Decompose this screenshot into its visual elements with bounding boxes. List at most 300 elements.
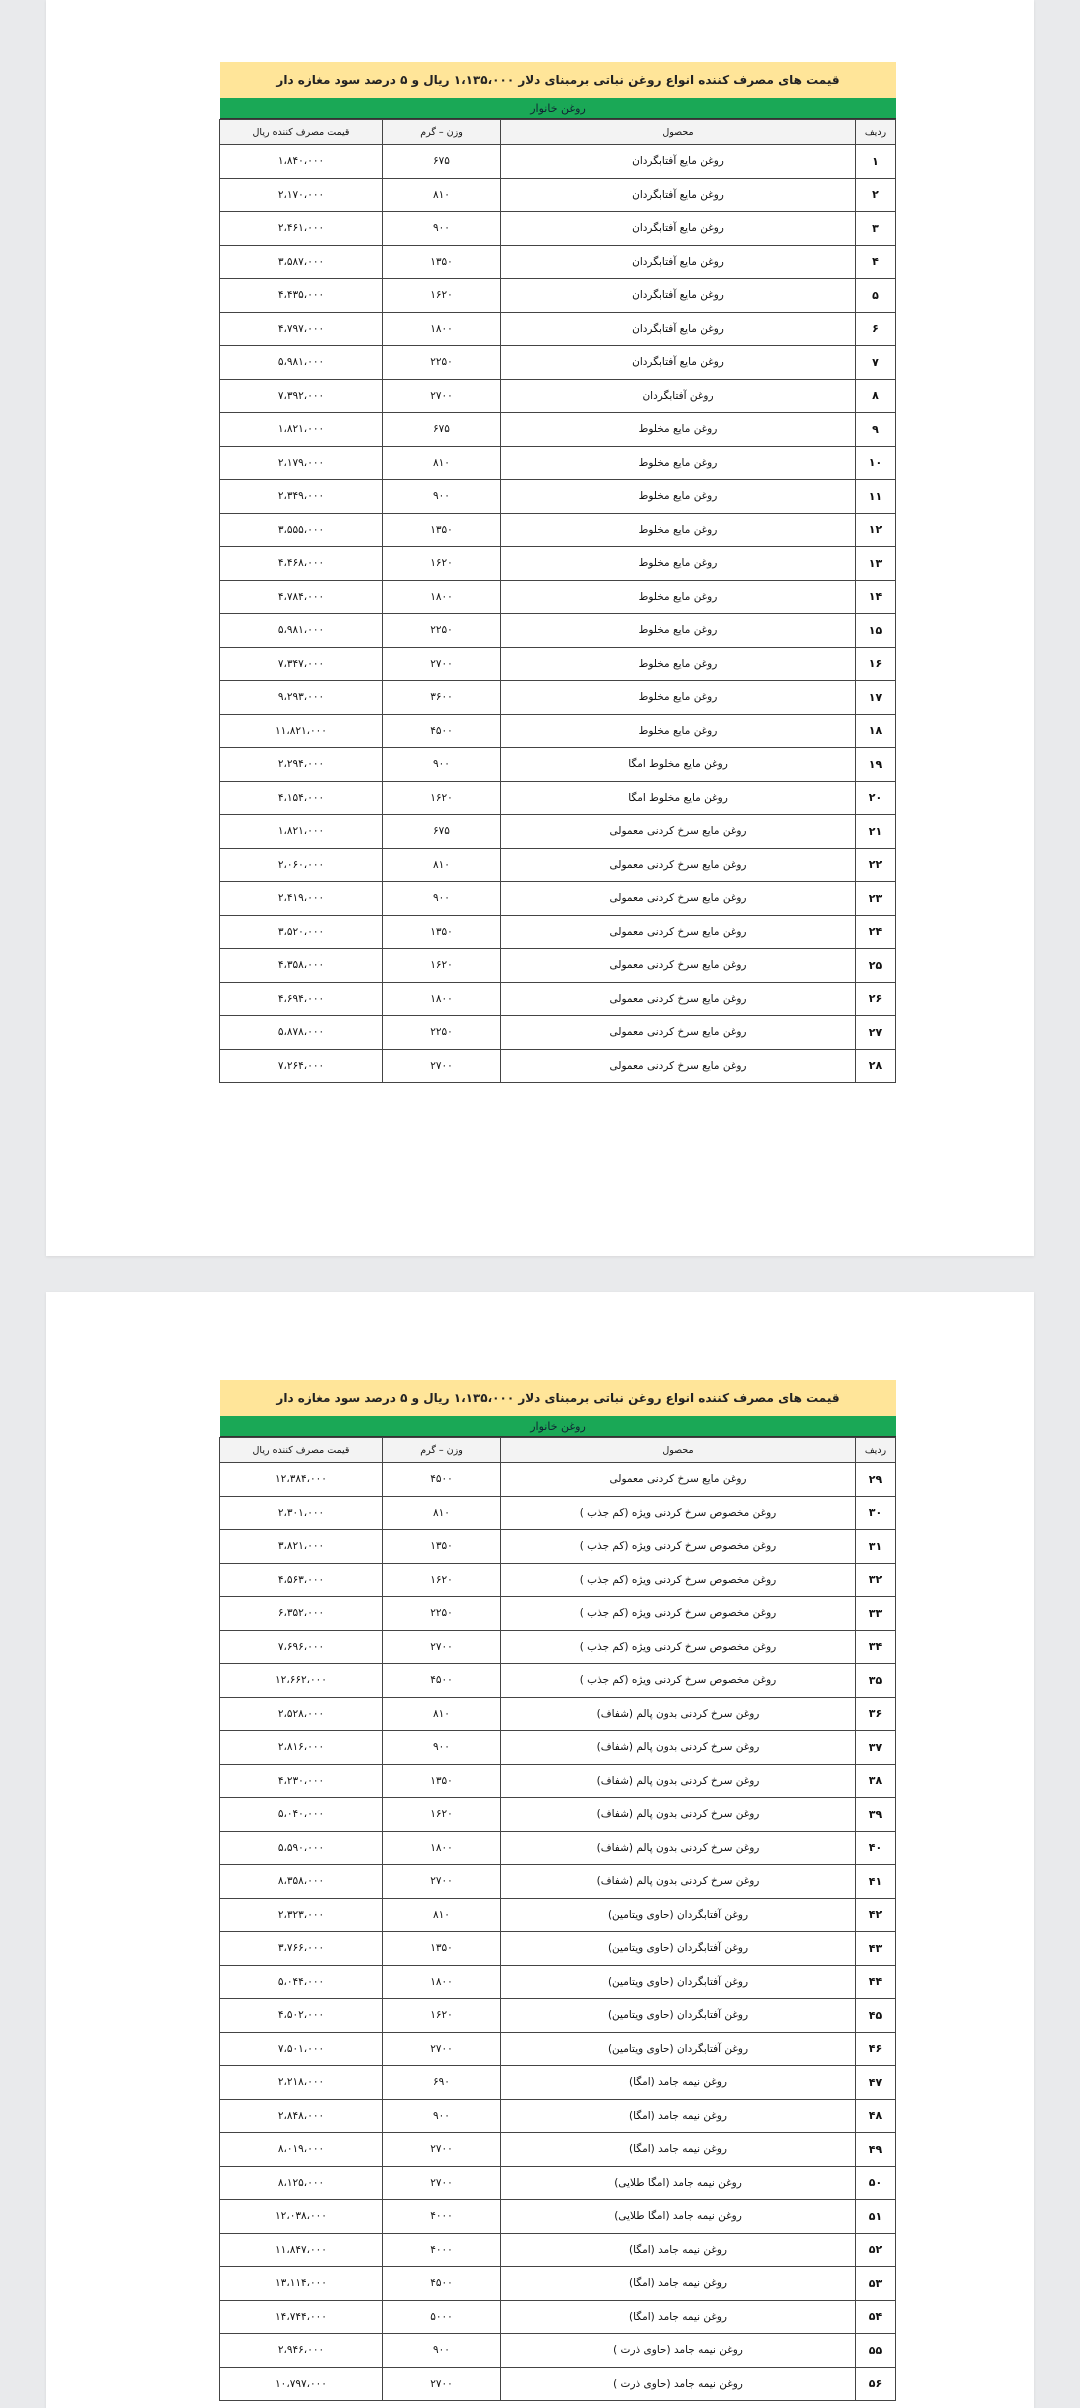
cell-row-number: ۱۲ [856,513,896,547]
cell-weight: ۵۰۰۰ [383,2300,501,2334]
cell-weight: ۱۳۵۰ [383,1530,501,1564]
cell-price: ۴،۱۵۴،۰۰۰ [220,781,383,815]
table-row [220,2233,896,2267]
cell-product: روغن نیمه جامد (امگا) [501,2300,856,2334]
cell-price: ۲،۴۶۱،۰۰۰ [220,212,383,246]
cell-weight: ۴۵۰۰ [383,1664,501,1698]
table-row [220,681,896,715]
header-price: قیمت مصرف کننده ریال [220,120,383,145]
table-row [220,815,896,849]
cell-weight: ۴۵۰۰ [383,714,501,748]
cell-product: روغن نیمه جامد (امگا) [501,2099,856,2133]
cell-product: روغن آفتابگردان [501,379,856,413]
cell-row-number: ۵ [856,279,896,313]
cell-weight: ۲۷۰۰ [383,1049,501,1083]
cell-product: روغن نیمه جامد (حاوی ذرت ) [501,2367,856,2401]
cell-product: روغن مخصوص سرخ کردنی ویژه (کم جذب ) [501,1597,856,1631]
table-header-row [220,1438,896,1463]
cell-row-number: ۴۳ [856,1932,896,1966]
table-row [220,1563,896,1597]
cell-price: ۴،۵۰۲،۰۰۰ [220,1999,383,2033]
cell-weight: ۸۱۰ [383,446,501,480]
table-row [220,647,896,681]
table-row [220,245,896,279]
cell-weight: ۱۳۵۰ [383,513,501,547]
table-row [220,1049,896,1083]
cell-price: ۲،۳۴۹،۰۰۰ [220,480,383,514]
cell-price: ۷،۶۹۶،۰۰۰ [220,1630,383,1664]
cell-product: روغن مایع آفتابگردان [501,279,856,313]
cell-row-number: ۱ [856,145,896,179]
table-row [220,212,896,246]
cell-price: ۲،۱۷۹،۰۰۰ [220,446,383,480]
cell-weight: ۲۲۵۰ [383,1597,501,1631]
cell-weight: ۲۷۰۰ [383,1630,501,1664]
cell-row-number: ۴۷ [856,2066,896,2100]
cell-weight: ۱۶۲۰ [383,1798,501,1832]
cell-price: ۳،۵۲۰،۰۰۰ [220,915,383,949]
document-page-2 [46,1292,1034,2408]
price-table [219,119,896,1083]
cell-weight: ۹۰۰ [383,748,501,782]
cell-row-number: ۲۱ [856,815,896,849]
cell-product: روغن نیمه جامد (امگا) [501,2133,856,2167]
cell-row-number: ۵۳ [856,2267,896,2301]
cell-row-number: ۳۱ [856,1530,896,1564]
cell-product: روغن مخصوص سرخ کردنی ویژه (کم جذب ) [501,1530,856,1564]
cell-row-number: ۵۵ [856,2334,896,2368]
cell-row-number: ۳۴ [856,1630,896,1664]
cell-product: روغن آفتابگردان (حاوی ویتامین) [501,1965,856,1999]
table-row [220,1597,896,1631]
cell-weight: ۱۶۲۰ [383,547,501,581]
cell-row-number: ۳ [856,212,896,246]
table-row [220,2066,896,2100]
cell-row-number: ۱۱ [856,480,896,514]
cell-row-number: ۳۳ [856,1597,896,1631]
cell-price: ۱۱،۸۴۷،۰۰۰ [220,2233,383,2267]
cell-weight: ۹۰۰ [383,480,501,514]
table-row [220,580,896,614]
cell-price: ۲،۵۲۸،۰۰۰ [220,1697,383,1731]
cell-product: روغن مخصوص سرخ کردنی ویژه (کم جذب ) [501,1664,856,1698]
table-row [220,614,896,648]
cell-product: روغن مخصوص سرخ کردنی ویژه (کم جذب ) [501,1496,856,1530]
sheet-title: قیمت های مصرف کننده انواع روغن نباتی برمبنای دلار ۱،۱۳۵،۰۰۰ ریال و ۵ درصد سود مغازه دار [220,62,896,98]
cell-product: روغن نیمه جامد (حاوی ذرت ) [501,2334,856,2368]
cell-price: ۵،۰۴۴،۰۰۰ [220,1965,383,1999]
cell-weight: ۱۳۵۰ [383,915,501,949]
table-row [220,1898,896,1932]
cell-price: ۲،۸۴۸،۰۰۰ [220,2099,383,2133]
cell-weight: ۱۸۰۰ [383,1965,501,1999]
cell-weight: ۹۰۰ [383,212,501,246]
cell-product: روغن آفتابگردان (حاوی ویتامین) [501,2032,856,2066]
category-header: روغن خانوار [220,98,896,119]
cell-weight: ۹۰۰ [383,1731,501,1765]
cell-row-number: ۱۴ [856,580,896,614]
table-row [220,982,896,1016]
table-row [220,1731,896,1765]
cell-row-number: ۵۲ [856,2233,896,2267]
header-product: محصول [501,1438,856,1463]
table-row [220,1664,896,1698]
table-row [220,480,896,514]
cell-weight: ۱۶۲۰ [383,949,501,983]
cell-product: روغن مایع سرخ کردنی معمولی [501,1463,856,1497]
cell-row-number: ۴۰ [856,1831,896,1865]
cell-price: ۲،۸۱۶،۰۰۰ [220,1731,383,1765]
cell-price: ۸،۱۲۵،۰۰۰ [220,2166,383,2200]
cell-price: ۳،۸۲۱،۰۰۰ [220,1530,383,1564]
cell-row-number: ۲۹ [856,1463,896,1497]
cell-weight: ۶۷۵ [383,413,501,447]
cell-row-number: ۴۸ [856,2099,896,2133]
cell-price: ۴،۵۶۳،۰۰۰ [220,1563,383,1597]
table-row [220,1932,896,1966]
cell-weight: ۱۶۲۰ [383,279,501,313]
table-row [220,1798,896,1832]
cell-price: ۲،۹۴۶،۰۰۰ [220,2334,383,2368]
table-row [220,446,896,480]
header-row-number: ردیف [856,120,896,145]
cell-weight: ۲۷۰۰ [383,1865,501,1899]
cell-row-number: ۲ [856,178,896,212]
table-row [220,882,896,916]
cell-row-number: ۳۷ [856,1731,896,1765]
cell-weight: ۴۵۰۰ [383,2267,501,2301]
cell-weight: ۲۷۰۰ [383,2166,501,2200]
table-row [220,1463,896,1497]
table-row [220,1016,896,1050]
cell-weight: ۱۶۲۰ [383,1563,501,1597]
cell-weight: ۴۰۰۰ [383,2200,501,2234]
cell-product: روغن مایع آفتابگردان [501,346,856,380]
cell-price: ۵،۵۹۰،۰۰۰ [220,1831,383,1865]
cell-row-number: ۱۳ [856,547,896,581]
table-row [220,1530,896,1564]
cell-weight: ۸۱۰ [383,1496,501,1530]
cell-row-number: ۵۶ [856,2367,896,2401]
table-row [220,2300,896,2334]
document-page-1 [46,0,1034,1256]
cell-row-number: ۲۵ [856,949,896,983]
table-header-row [220,120,896,145]
cell-product: روغن مخصوص سرخ کردنی ویژه (کم جذب ) [501,1630,856,1664]
cell-price: ۲،۲۱۸،۰۰۰ [220,2066,383,2100]
cell-weight: ۸۱۰ [383,1697,501,1731]
table-row [220,1764,896,1798]
cell-product: روغن مایع سرخ کردنی معمولی [501,1049,856,1083]
cell-weight: ۱۸۰۰ [383,312,501,346]
cell-price: ۷،۵۰۱،۰۰۰ [220,2032,383,2066]
table-row [220,547,896,581]
table-row [220,2267,896,2301]
cell-row-number: ۴۹ [856,2133,896,2167]
cell-product: روغن سرخ کردنی بدون پالم (شفاف) [501,1731,856,1765]
cell-price: ۵،۰۴۰،۰۰۰ [220,1798,383,1832]
cell-row-number: ۲۳ [856,882,896,916]
cell-weight: ۸۱۰ [383,848,501,882]
cell-product: روغن سرخ کردنی بدون پالم (شفاف) [501,1831,856,1865]
cell-product: روغن مایع مخلوط [501,513,856,547]
cell-product: روغن مایع مخلوط امگا [501,748,856,782]
cell-price: ۱۲،۶۶۲،۰۰۰ [220,1664,383,1698]
cell-price: ۱،۸۲۱،۰۰۰ [220,815,383,849]
cell-price: ۱۰،۷۹۷،۰۰۰ [220,2367,383,2401]
cell-weight: ۱۸۰۰ [383,982,501,1016]
cell-price: ۶،۳۵۲،۰۰۰ [220,1597,383,1631]
table-row [220,748,896,782]
cell-price: ۳،۵۵۵،۰۰۰ [220,513,383,547]
cell-weight: ۶۷۵ [383,145,501,179]
table-row [220,1630,896,1664]
cell-price: ۵،۹۸۱،۰۰۰ [220,346,383,380]
cell-product: روغن مایع آفتابگردان [501,212,856,246]
cell-product: روغن نیمه جامد (امگا طلایی) [501,2166,856,2200]
cell-product: روغن مایع آفتابگردان [501,145,856,179]
table-row [220,2099,896,2133]
category-header: روغن خانوار [220,1416,896,1437]
table-row [220,513,896,547]
cell-price: ۷،۳۹۲،۰۰۰ [220,379,383,413]
cell-weight: ۱۳۵۰ [383,245,501,279]
cell-row-number: ۶ [856,312,896,346]
cell-row-number: ۳۸ [856,1764,896,1798]
cell-row-number: ۴۱ [856,1865,896,1899]
table-row [220,312,896,346]
table-row [220,379,896,413]
cell-weight: ۴۰۰۰ [383,2233,501,2267]
table-row [220,2032,896,2066]
cell-product: روغن مایع مخلوط [501,446,856,480]
header-price: قیمت مصرف کننده ریال [220,1438,383,1463]
cell-product: روغن مایع سرخ کردنی معمولی [501,982,856,1016]
cell-product: روغن مایع سرخ کردنی معمولی [501,848,856,882]
cell-product: روغن نیمه جامد (امگا) [501,2267,856,2301]
cell-row-number: ۱۶ [856,647,896,681]
table-row [220,1831,896,1865]
cell-weight: ۲۷۰۰ [383,379,501,413]
cell-row-number: ۳۰ [856,1496,896,1530]
cell-row-number: ۴ [856,245,896,279]
cell-product: روغن مایع مخلوط [501,614,856,648]
cell-row-number: ۲۴ [856,915,896,949]
cell-product: روغن مایع مخلوط [501,580,856,614]
table-row [220,915,896,949]
table-body [220,145,896,1083]
table-row [220,781,896,815]
cell-weight: ۸۱۰ [383,1898,501,1932]
table-row [220,145,896,179]
cell-row-number: ۳۲ [856,1563,896,1597]
cell-row-number: ۴۴ [856,1965,896,1999]
price-sheet [220,1380,896,2401]
cell-product: روغن سرخ کردنی بدون پالم (شفاف) [501,1697,856,1731]
cell-product: روغن نیمه جامد (امگا طلایی) [501,2200,856,2234]
header-row-number: ردیف [856,1438,896,1463]
cell-product: روغن مایع آفتابگردان [501,178,856,212]
table-row [220,279,896,313]
cell-product: روغن مایع آفتابگردان [501,245,856,279]
table-row [220,2200,896,2234]
cell-product: روغن سرخ کردنی بدون پالم (شفاف) [501,1798,856,1832]
table-body [220,1463,896,2401]
cell-row-number: ۲۸ [856,1049,896,1083]
cell-price: ۱،۸۲۱،۰۰۰ [220,413,383,447]
cell-row-number: ۴۶ [856,2032,896,2066]
cell-weight: ۱۳۵۰ [383,1764,501,1798]
cell-price: ۷،۳۴۷،۰۰۰ [220,647,383,681]
cell-weight: ۲۲۵۰ [383,614,501,648]
cell-price: ۴،۳۵۸،۰۰۰ [220,949,383,983]
header-product: محصول [501,120,856,145]
cell-price: ۱۴،۷۴۴،۰۰۰ [220,2300,383,2334]
cell-product: روغن مایع مخلوط [501,547,856,581]
cell-row-number: ۹ [856,413,896,447]
cell-price: ۳،۷۶۶،۰۰۰ [220,1932,383,1966]
table-row [220,178,896,212]
cell-price: ۱۳،۱۱۴،۰۰۰ [220,2267,383,2301]
cell-weight: ۲۷۰۰ [383,2133,501,2167]
table-row [220,1865,896,1899]
header-weight: وزن – گرم [383,120,501,145]
cell-row-number: ۳۶ [856,1697,896,1731]
cell-product: روغن مایع سرخ کردنی معمولی [501,882,856,916]
cell-weight: ۱۳۵۰ [383,1932,501,1966]
sheet-title: قیمت های مصرف کننده انواع روغن نباتی برمبنای دلار ۱،۱۳۵،۰۰۰ ریال و ۵ درصد سود مغازه دار [220,1380,896,1416]
cell-weight: ۲۷۰۰ [383,2032,501,2066]
table-row [220,1999,896,2033]
cell-weight: ۲۷۰۰ [383,647,501,681]
cell-price: ۹،۲۹۳،۰۰۰ [220,681,383,715]
cell-price: ۵،۹۸۱،۰۰۰ [220,614,383,648]
cell-row-number: ۵۴ [856,2300,896,2334]
cell-row-number: ۲۰ [856,781,896,815]
cell-product: روغن آفتابگردان (حاوی ویتامین) [501,1932,856,1966]
cell-price: ۴،۴۳۵،۰۰۰ [220,279,383,313]
cell-product: روغن مایع مخلوط [501,681,856,715]
cell-weight: ۱۸۰۰ [383,580,501,614]
cell-product: روغن مایع سرخ کردنی معمولی [501,1016,856,1050]
table-row [220,2367,896,2401]
cell-product: روغن مایع مخلوط [501,647,856,681]
cell-price: ۱،۸۴۰،۰۰۰ [220,145,383,179]
cell-price: ۴،۷۸۴،۰۰۰ [220,580,383,614]
price-sheet [220,62,896,1083]
cell-row-number: ۲۲ [856,848,896,882]
cell-price: ۳،۵۸۷،۰۰۰ [220,245,383,279]
table-row [220,714,896,748]
cell-price: ۴،۷۹۷،۰۰۰ [220,312,383,346]
cell-price: ۱۲،۳۸۴،۰۰۰ [220,1463,383,1497]
cell-row-number: ۵۱ [856,2200,896,2234]
cell-price: ۲،۱۷۰،۰۰۰ [220,178,383,212]
cell-weight: ۱۶۲۰ [383,781,501,815]
cell-weight: ۹۰۰ [383,882,501,916]
cell-product: روغن مایع مخلوط [501,714,856,748]
cell-product: روغن مایع سرخ کردنی معمولی [501,915,856,949]
cell-product: روغن مایع مخلوط [501,480,856,514]
cell-price: ۴،۶۹۴،۰۰۰ [220,982,383,1016]
cell-product: روغن سرخ کردنی بدون پالم (شفاف) [501,1865,856,1899]
cell-price: ۸،۳۵۸،۰۰۰ [220,1865,383,1899]
table-row [220,2166,896,2200]
cell-product: روغن مایع آفتابگردان [501,312,856,346]
cell-row-number: ۳۵ [856,1664,896,1698]
price-table [219,1437,896,2401]
cell-row-number: ۸ [856,379,896,413]
cell-product: روغن مایع سرخ کردنی معمولی [501,815,856,849]
cell-row-number: ۱۷ [856,681,896,715]
table-row [220,1697,896,1731]
cell-price: ۴،۲۳۰،۰۰۰ [220,1764,383,1798]
table-row [220,346,896,380]
cell-price: ۷،۲۶۴،۰۰۰ [220,1049,383,1083]
cell-product: روغن نیمه جامد (امگا) [501,2066,856,2100]
header-weight: وزن – گرم [383,1438,501,1463]
cell-price: ۱۲،۰۳۸،۰۰۰ [220,2200,383,2234]
table-row [220,848,896,882]
cell-weight: ۲۲۵۰ [383,346,501,380]
table-row [220,413,896,447]
cell-product: روغن سرخ کردنی بدون پالم (شفاف) [501,1764,856,1798]
cell-price: ۲،۰۶۰،۰۰۰ [220,848,383,882]
cell-row-number: ۱۹ [856,748,896,782]
cell-row-number: ۱۰ [856,446,896,480]
cell-price: ۲،۲۹۴،۰۰۰ [220,748,383,782]
cell-weight: ۱۸۰۰ [383,1831,501,1865]
cell-row-number: ۴۲ [856,1898,896,1932]
table-row [220,949,896,983]
cell-weight: ۳۶۰۰ [383,681,501,715]
cell-product: روغن مایع مخلوط امگا [501,781,856,815]
cell-row-number: ۵۰ [856,2166,896,2200]
cell-price: ۵،۸۷۸،۰۰۰ [220,1016,383,1050]
cell-price: ۲،۴۱۹،۰۰۰ [220,882,383,916]
cell-product: روغن آفتابگردان (حاوی ویتامین) [501,1898,856,1932]
cell-weight: ۹۰۰ [383,2334,501,2368]
cell-row-number: ۱۸ [856,714,896,748]
cell-row-number: ۷ [856,346,896,380]
cell-row-number: ۱۵ [856,614,896,648]
cell-weight: ۶۷۵ [383,815,501,849]
cell-weight: ۶۹۰ [383,2066,501,2100]
cell-row-number: ۲۶ [856,982,896,1016]
cell-product: روغن آفتابگردان (حاوی ویتامین) [501,1999,856,2033]
cell-weight: ۸۱۰ [383,178,501,212]
cell-product: روغن نیمه جامد (امگا) [501,2233,856,2267]
cell-price: ۴،۴۶۸،۰۰۰ [220,547,383,581]
cell-product: روغن مخصوص سرخ کردنی ویژه (کم جذب ) [501,1563,856,1597]
cell-weight: ۴۵۰۰ [383,1463,501,1497]
cell-row-number: ۲۷ [856,1016,896,1050]
cell-weight: ۲۲۵۰ [383,1016,501,1050]
table-row [220,1496,896,1530]
table-row [220,1965,896,1999]
table-row [220,2334,896,2368]
cell-price: ۲،۳۰۱،۰۰۰ [220,1496,383,1530]
cell-row-number: ۴۵ [856,1999,896,2033]
cell-row-number: ۳۹ [856,1798,896,1832]
cell-weight: ۱۶۲۰ [383,1999,501,2033]
cell-price: ۱۱،۸۲۱،۰۰۰ [220,714,383,748]
cell-price: ۲،۳۲۳،۰۰۰ [220,1898,383,1932]
cell-product: روغن مایع مخلوط [501,413,856,447]
cell-product: روغن مایع سرخ کردنی معمولی [501,949,856,983]
table-row [220,2133,896,2167]
cell-weight: ۲۷۰۰ [383,2367,501,2401]
